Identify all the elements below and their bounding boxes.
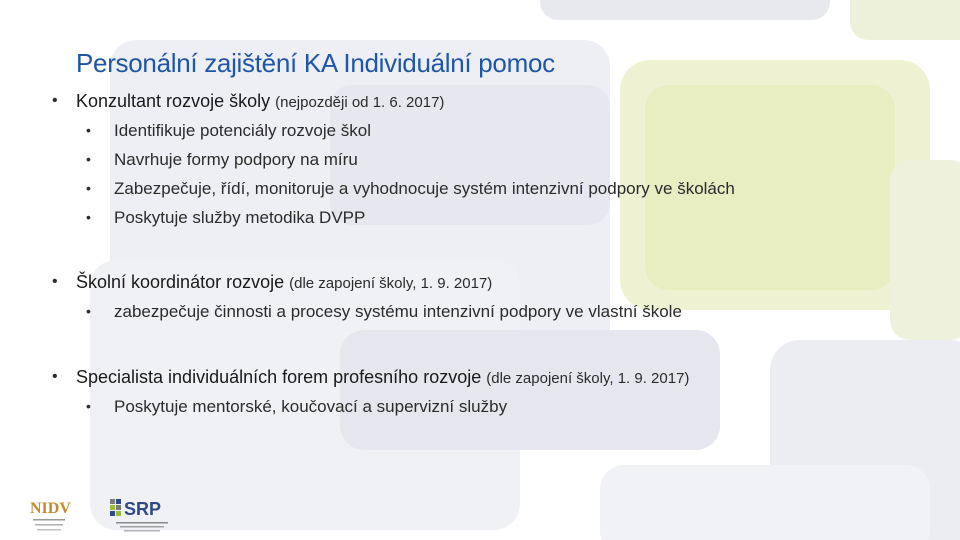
- bullet-icon: •: [86, 209, 91, 225]
- sub-item-text: zabezpečuje činnosti a procesy systému intenzivní podpory ve vlastní škole: [114, 302, 682, 321]
- section-item: [50, 88, 930, 116]
- sub-item-text: Navrhuje formy podpory na míru: [114, 150, 358, 169]
- section-note: (dle zapojení školy, 1. 9. 2017): [486, 370, 690, 387]
- nidv-logo-text: NIDV: [30, 500, 71, 517]
- sub-item: [50, 297, 930, 326]
- sub-item: [50, 116, 930, 145]
- bullet-icon: •: [52, 92, 58, 109]
- section-item: [50, 269, 930, 297]
- sub-item-text: Poskytuje mentorské, koučovací a supervizní služby: [114, 397, 508, 416]
- sub-item-text: Identifikuje potenciály rozvoje škol: [114, 121, 372, 140]
- content-list: [50, 88, 930, 421]
- srp-logo: [108, 493, 178, 537]
- sub-item-text: Zabezpečuje, řídí, monitoruje a vyhodnocuje systém intenzivní podpory ve školách: [114, 179, 735, 198]
- sub-item: [50, 174, 930, 203]
- bullet-icon: •: [86, 151, 91, 167]
- section-title: Specialista individuálních forem profesního rozvoje: [76, 367, 482, 387]
- srp-logo-text: SRP: [124, 499, 162, 519]
- sub-item-text: Poskytuje služby metodika DVPP: [114, 208, 366, 227]
- bullet-icon: •: [52, 368, 58, 385]
- sub-item: [50, 145, 930, 174]
- bullet-icon: •: [86, 180, 91, 196]
- section-title: Konzultant rozvoje školy: [76, 91, 271, 111]
- nidv-logo: [27, 493, 71, 537]
- sub-item: [50, 392, 930, 421]
- bullet-icon: •: [52, 273, 58, 290]
- page-title: Personální zajištění KA Individuální pomoc: [76, 48, 555, 78]
- bullet-icon: •: [86, 122, 91, 138]
- section-title: Školní koordinátor rozvoje: [76, 272, 285, 292]
- section-note: (nejpozději od 1. 6. 2017): [275, 94, 445, 111]
- sub-item: [50, 203, 930, 232]
- section-item: [50, 364, 930, 392]
- section-note: (dle zapojení školy, 1. 9. 2017): [289, 275, 493, 292]
- bullet-icon: •: [86, 303, 91, 319]
- bullet-icon: •: [86, 398, 91, 414]
